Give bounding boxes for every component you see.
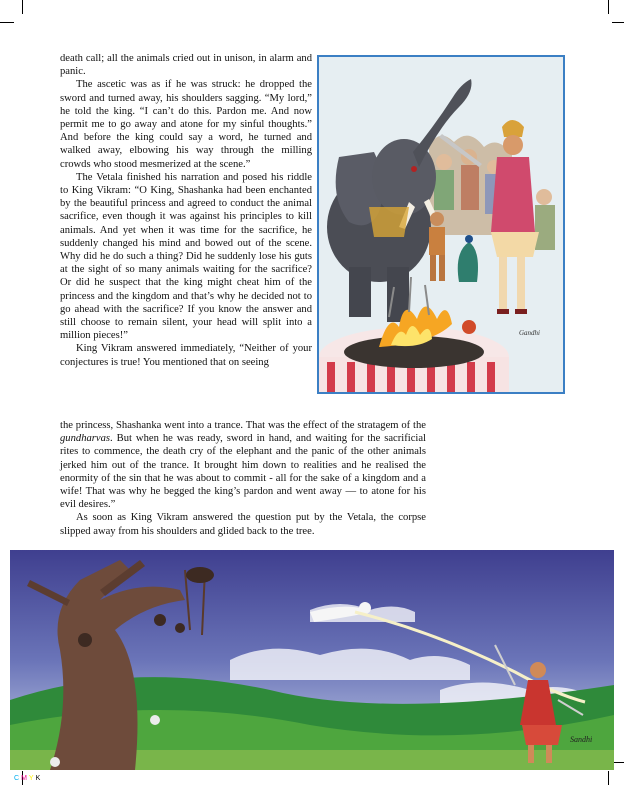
vetala-illustration (10, 550, 614, 770)
reg-y: Y (28, 775, 36, 782)
reg-m: M (21, 775, 29, 782)
story-column-top (60, 52, 312, 369)
paragraph-1: death call; all the animals cried out in unison, in alarm and panic. (60, 53, 312, 78)
vetala-scene (10, 550, 614, 770)
artist-signature-top: Gandhi (519, 329, 540, 337)
paragraph-4-text-b: . But when he was ready, sword in hand, and waiting for the sacrificial rites to commence, the death cry of the elephant and the panic of the other animals jerked him out of the trance. It brought him down to realities and he realised the enormity of the sin that he was about to commit - all for the sake of a kingdom and a wife! That was why he begged the king’s pardon and went away — to atone for his evil desires.” (60, 433, 426, 511)
paragraph-4-start: King Vikram answered immediately, “Neither of your conjectures is true! You mentioned that on seeing (60, 343, 312, 368)
cmyk-registration (14, 775, 42, 782)
reg-c: C (14, 775, 22, 782)
sacrifice-scene (319, 57, 563, 392)
crop-mark-bottom-right-v (608, 771, 609, 785)
crop-mark-top-left-v (22, 0, 23, 14)
sacrifice-illustration (317, 55, 565, 394)
paragraph-4-text-a: the princess, Shashanka went into a trance. That was the effect of the stratagem of the (60, 420, 426, 431)
paragraph-5: As soon as King Vikram answered the question put by the Vetala, the corpse slipped away from his shoulders and glided back to the tree. (60, 512, 426, 537)
gundharvas-term: gundharvas (60, 433, 111, 445)
crop-mark-top-right-v (608, 0, 609, 14)
crop-mark-top-left-h (0, 22, 14, 23)
reg-k: K (35, 775, 43, 782)
paragraph-2: The ascetic was as if he was struck: he dropped the sword and turned away, his shoulders sagging. “My lord,” he told the king. “I can’t do this. Pardon me. And now permit me to go away and atone for my sinful thoughts.” And before the king could say a word, he turned and walked away, elbowing his way through the milling crowds who stood mesmerized at the scene.” (60, 79, 312, 170)
paragraph-3: The Vetala finished his narration and posed his riddle to King Vikram: “O King, Shashanka had been enchanted by the beautiful princess and agreed to conduct the animal sacrifice, even though it was against his principles to kill animals. And yet when it was time for the sacrifice, he suddenly changed his mind and bowed out of the scene. Why did he do such a thing? Did he suddenly lose his guts at the sight of so many animals waiting for the sacrifice? Or did he suspect that the king might cheat him of the princess and the kingdom and that’s why he decided not to go ahead with the sacrifice? If you know the answer and still choose to remain silent, your head will split into a million pieces!” (60, 171, 312, 342)
paragraph-4-continued (60, 419, 426, 511)
crop-mark-top-right-h (612, 22, 624, 23)
artist-signature-bottom: Sandhi (570, 735, 593, 744)
story-column-full (60, 419, 426, 538)
